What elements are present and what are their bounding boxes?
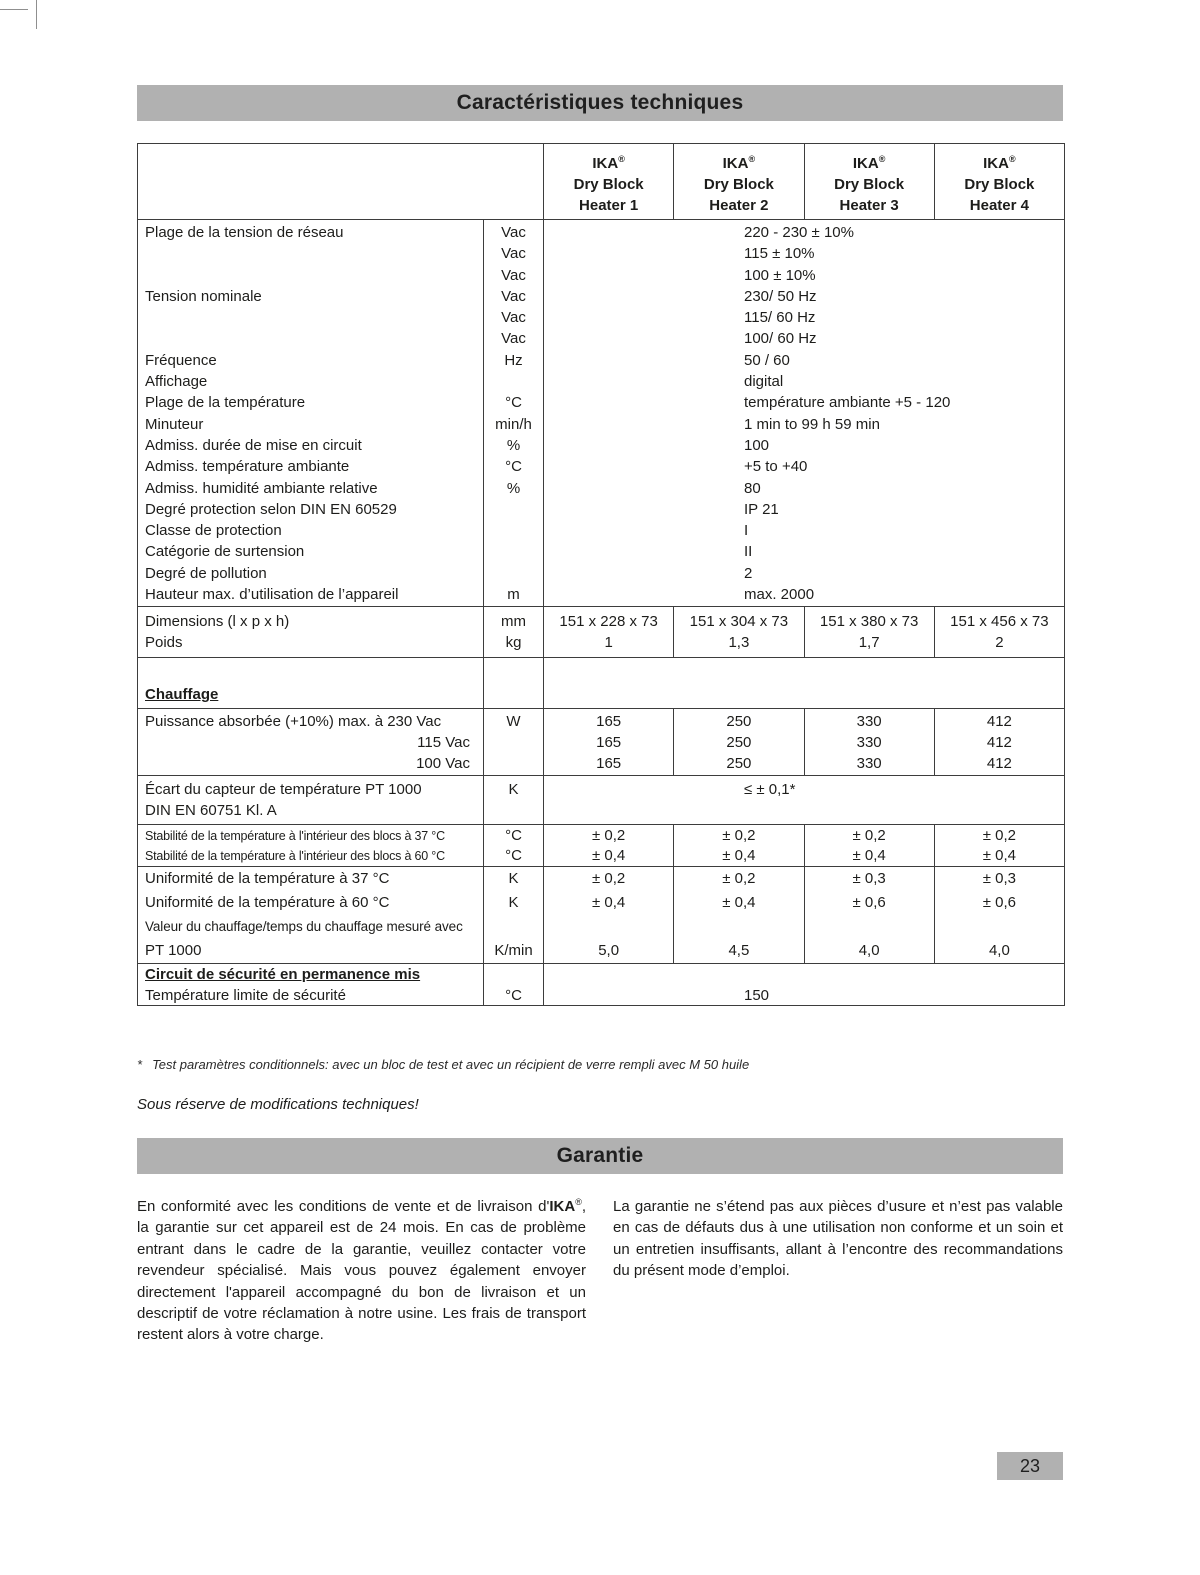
cell-value: ± 0,2 bbox=[591, 827, 626, 844]
spec-label: Classe de protection bbox=[145, 522, 282, 540]
section-title-caracteristiques bbox=[137, 85, 1063, 121]
cell-value: 4,5 bbox=[728, 942, 750, 959]
subsection-heading-line bbox=[145, 964, 483, 985]
spec-label: Minuteur bbox=[145, 415, 204, 433]
spec-label bbox=[145, 243, 483, 264]
section-title-text: Caractéristiques techniques bbox=[456, 91, 744, 114]
value-column-heater-2 bbox=[673, 607, 803, 657]
spec-label: Uniformité de la température à 37 °C bbox=[145, 870, 390, 887]
spec-unit: W bbox=[506, 713, 521, 730]
spec-values-column bbox=[544, 220, 1064, 606]
registered-mark: ® bbox=[748, 154, 756, 164]
brand-text: IKA bbox=[722, 155, 749, 172]
spec-value: II bbox=[744, 543, 753, 561]
spec-unit-empty bbox=[484, 964, 543, 985]
cell-value: 330 bbox=[856, 734, 882, 751]
product-name: Dry Block bbox=[964, 176, 1035, 193]
spec-label: Admiss. durée de mise en circuit bbox=[145, 436, 362, 454]
column-header-heater-3 bbox=[804, 144, 934, 219]
spec-label: Catégorie de surtension bbox=[145, 543, 305, 561]
footnote-marker: * bbox=[137, 1057, 143, 1072]
spec-units-column bbox=[484, 867, 544, 963]
section-title-text: Garantie bbox=[556, 1144, 644, 1167]
spec-labels-column bbox=[138, 776, 484, 824]
spec-value: I bbox=[744, 522, 749, 540]
cell-value bbox=[674, 915, 803, 939]
spec-unit bbox=[484, 541, 543, 562]
value-column-heater-1 bbox=[544, 607, 673, 657]
spec-label: Poids bbox=[145, 634, 183, 651]
spec-unit: K bbox=[508, 870, 519, 887]
spec-section-uniformite bbox=[138, 866, 1064, 963]
spec-section-stabilite bbox=[138, 824, 1064, 866]
cell-value: ± 0,2 bbox=[982, 827, 1016, 844]
spec-label: Tension nominale bbox=[145, 287, 262, 305]
spec-unit: K bbox=[508, 894, 519, 911]
spec-label bbox=[145, 307, 483, 328]
spec-labels-column bbox=[138, 867, 484, 963]
spec-unit bbox=[484, 520, 543, 541]
spec-label: Fréquence bbox=[145, 351, 217, 369]
column-header-heater-2 bbox=[673, 144, 803, 219]
cell-value: ± 0,3 bbox=[982, 870, 1016, 887]
cell-value: 165 bbox=[596, 713, 622, 730]
spec-section-ecart bbox=[138, 775, 1064, 824]
spec-label: Température limite de sécurité bbox=[145, 987, 346, 1004]
spec-unit: Vac bbox=[501, 266, 526, 284]
spec-unit: % bbox=[506, 479, 521, 497]
value-column-heater-3 bbox=[804, 709, 934, 775]
spec-value: digital bbox=[744, 373, 784, 391]
spec-label: Affichage bbox=[145, 373, 208, 391]
spec-value: 100 ± 10% bbox=[744, 266, 816, 284]
spec-value: max. 2000 bbox=[744, 586, 815, 604]
spec-label: Écart du capteur de température PT 1000 bbox=[145, 781, 422, 798]
cell-value: ± 0,4 bbox=[722, 847, 756, 864]
crop-mark-vertical bbox=[36, 0, 37, 29]
spec-unit: °C bbox=[505, 847, 522, 864]
cell-value: 151 x 456 x 73 bbox=[950, 613, 1049, 630]
spec-unit: Vac bbox=[501, 330, 526, 348]
cell-value bbox=[544, 915, 673, 939]
cell-value: 1,3 bbox=[728, 634, 750, 651]
spec-section-dimensions bbox=[138, 606, 1064, 657]
cell-value: 412 bbox=[986, 734, 1012, 751]
spec-labels-column bbox=[138, 607, 484, 657]
spec-value: 115 ± 10% bbox=[744, 245, 815, 263]
value-column-heater-1 bbox=[544, 709, 673, 775]
spec-value: +5 to +40 bbox=[744, 458, 808, 476]
cell-value: 165 bbox=[596, 734, 622, 751]
spec-unit bbox=[484, 563, 543, 584]
spec-unit: °C bbox=[505, 394, 522, 412]
cell-value: ± 0,4 bbox=[852, 847, 886, 864]
spec-label: Plage de la tension de réseau bbox=[145, 224, 344, 241]
spec-unit: % bbox=[506, 436, 521, 454]
value-column-heater-2 bbox=[673, 867, 803, 963]
spec-unit: K/min bbox=[494, 942, 533, 959]
spec-unit: °C bbox=[505, 458, 522, 476]
cell-value: ± 0,4 bbox=[982, 847, 1016, 864]
value-column-heater-2 bbox=[673, 709, 803, 775]
spec-label: Degré de pollution bbox=[145, 564, 267, 582]
spec-value: 2 bbox=[744, 564, 753, 582]
model-name: Heater 2 bbox=[709, 197, 769, 214]
spec-value: température ambiante +5 - 120 bbox=[744, 394, 951, 412]
model-name: Heater 1 bbox=[579, 197, 639, 214]
spec-label: 100 Vac bbox=[416, 755, 470, 772]
spec-labels-column bbox=[138, 709, 484, 775]
footnote bbox=[137, 1057, 1063, 1072]
spec-value: 80 bbox=[744, 479, 761, 497]
cell-value: 151 x 380 x 73 bbox=[819, 613, 919, 630]
subsection-heading: Circuit de sécurité en permanence mis bbox=[145, 966, 421, 983]
value-column-heater-4 bbox=[934, 607, 1064, 657]
spec-section-puissance bbox=[138, 708, 1064, 775]
cell-value: 4,0 bbox=[988, 942, 1010, 959]
table-header-row bbox=[138, 144, 1064, 219]
brand-text: IKA bbox=[549, 1198, 576, 1215]
spec-unit bbox=[484, 915, 543, 939]
spec-unit: Hz bbox=[504, 351, 523, 369]
page-number: 23 bbox=[997, 1452, 1063, 1480]
spec-unit: kg bbox=[505, 634, 522, 651]
spec-unit bbox=[484, 371, 543, 392]
spec-label bbox=[145, 265, 483, 286]
warranty-text: , la garantie sur cet appareil est de 24 mois. En cas de problème entrant dans le cadre de la garantie, veuillez contacter votre revendeur spécialisé. Mais vous pouvez également envoyer directement l'appareil accompagné du bon de livraison et un descriptif de votre réclamation à notre usine. Les frais de transport restent alors à votre charge. bbox=[137, 1198, 586, 1344]
cell-value: 250 bbox=[726, 734, 752, 751]
subsection-heading: Chauffage bbox=[145, 686, 219, 703]
warranty-right-paragraph: La garantie ne s’étend pas aux pièces d’usure et n’est pas valable en cas de défauts dus à une utilisation non conforme et un soin et un entretien insuffisants, allant à l’encontre des recommandations du présent mode d’emploi. bbox=[613, 1198, 1063, 1280]
cell-value: ± 0,4 bbox=[591, 847, 626, 864]
cell-value: ± 0,6 bbox=[852, 894, 886, 911]
spec-label: Admiss. température ambiante bbox=[145, 458, 350, 476]
value-column-heater-3 bbox=[804, 867, 934, 963]
spec-unit: m bbox=[507, 586, 520, 604]
cell-value bbox=[805, 915, 934, 939]
cell-value: 330 bbox=[856, 713, 882, 730]
spec-labels-column bbox=[138, 220, 484, 606]
warranty-left-paragraph bbox=[137, 1196, 586, 1346]
registered-mark: ® bbox=[1008, 154, 1016, 164]
registered-mark: ® bbox=[575, 1197, 582, 1207]
spec-label: Dimensions (l x p x h) bbox=[145, 613, 290, 630]
spec-table bbox=[137, 143, 1065, 1006]
spec-value: 220 - 230 ± 10% bbox=[744, 224, 854, 241]
column-header-heater-4 bbox=[934, 144, 1064, 219]
brand-name bbox=[544, 153, 673, 174]
spec-label: Admiss. humidité ambiante relative bbox=[145, 479, 378, 497]
spec-units-column bbox=[484, 607, 544, 657]
section-title-garantie bbox=[137, 1138, 1063, 1174]
spec-labels-column bbox=[138, 964, 484, 1005]
spec-label: Plage de la température bbox=[145, 394, 306, 412]
spec-value: 100/ 60 Hz bbox=[744, 330, 817, 348]
spec-label: 115 Vac bbox=[417, 734, 470, 751]
spec-value: 115/ 60 Hz bbox=[744, 309, 816, 327]
cell-value: 2 bbox=[995, 634, 1004, 651]
spec-unit: °C bbox=[505, 987, 522, 1004]
value-column-heater-3 bbox=[804, 825, 934, 866]
spec-label: PT 1000 bbox=[145, 942, 202, 959]
product-name: Dry Block bbox=[703, 176, 774, 193]
spec-unit: min/h bbox=[495, 415, 532, 433]
spec-units-column bbox=[484, 709, 544, 775]
model-name: Heater 3 bbox=[839, 197, 899, 214]
spec-labels-column bbox=[138, 825, 484, 866]
spec-units-column bbox=[484, 658, 544, 708]
spec-label: Hauteur max. d’utilisation de l’appareil bbox=[145, 586, 399, 604]
footnote-text: Test paramètres conditionnels: avec un bloc de test et avec un récipient de verre rempli avec M 50 huile bbox=[152, 1057, 750, 1072]
spec-label: Stabilité de la température à l'intérieur des blocs à 37 °C bbox=[145, 829, 445, 843]
spec-units-column bbox=[484, 776, 544, 824]
spec-unit: mm bbox=[501, 613, 526, 630]
cell-value: ± 0,2 bbox=[722, 827, 756, 844]
spec-value: 100 bbox=[744, 436, 770, 454]
spec-label bbox=[145, 328, 483, 349]
column-header-heater-1 bbox=[544, 144, 673, 219]
brand-text: IKA bbox=[983, 155, 1009, 172]
spec-value: 1 min to 99 h 59 min bbox=[744, 415, 880, 433]
value-column-heater-4 bbox=[934, 825, 1064, 866]
spec-unit: Vac bbox=[501, 224, 526, 241]
brand-text: IKA bbox=[852, 155, 879, 172]
spec-unit: K bbox=[508, 781, 519, 798]
spec-unit: Vac bbox=[501, 287, 526, 305]
value-column-heater-1 bbox=[544, 825, 673, 866]
cell-value: 250 bbox=[726, 713, 752, 730]
spec-unit bbox=[484, 499, 543, 520]
product-name: Dry Block bbox=[573, 176, 644, 193]
brand-name bbox=[935, 153, 1064, 174]
cell-value: ± 0,2 bbox=[722, 870, 756, 887]
value-column-heater-2 bbox=[673, 825, 803, 866]
spec-label: Uniformité de la température à 60 °C bbox=[145, 894, 390, 911]
spec-section-general bbox=[138, 219, 1064, 606]
value-column-heater-4 bbox=[934, 709, 1064, 775]
cell-value: 4,0 bbox=[858, 942, 880, 959]
cell-value: ± 0,4 bbox=[591, 894, 626, 911]
cell-value bbox=[935, 915, 1064, 939]
cell-value: 412 bbox=[986, 755, 1012, 772]
spec-value-empty bbox=[744, 964, 1064, 985]
cell-value: 250 bbox=[726, 755, 752, 772]
header-empty-cell bbox=[138, 144, 544, 219]
brand-text: IKA bbox=[592, 155, 619, 172]
spec-value: 230/ 50 Hz bbox=[744, 287, 817, 305]
product-name: Dry Block bbox=[834, 176, 905, 193]
cell-value: ± 0,2 bbox=[852, 827, 886, 844]
spec-section-securite bbox=[138, 963, 1064, 1005]
spec-label: Valeur du chauffage/temps du chauffage mesuré avec bbox=[145, 919, 463, 934]
spec-section-chauffage-header bbox=[138, 657, 1064, 708]
spec-unit: °C bbox=[505, 827, 522, 844]
spec-value: 150 bbox=[744, 987, 770, 1004]
cell-value: 151 x 228 x 73 bbox=[559, 613, 658, 630]
brand-name bbox=[674, 153, 803, 174]
spec-value: ≤ ± 0,1* bbox=[744, 781, 796, 798]
spec-unit: Vac bbox=[501, 309, 526, 327]
cell-value: 412 bbox=[986, 713, 1012, 730]
crop-mark-horizontal bbox=[0, 9, 28, 10]
warranty-section bbox=[137, 1196, 1063, 1346]
cell-value: ± 0,4 bbox=[722, 894, 756, 911]
cell-value: ± 0,6 bbox=[982, 894, 1016, 911]
cell-value: 1,7 bbox=[858, 634, 880, 651]
spec-value: 50 / 60 bbox=[744, 351, 790, 369]
registered-mark: ® bbox=[618, 154, 625, 164]
cell-value: ± 0,3 bbox=[852, 870, 886, 887]
spec-values-column bbox=[544, 964, 1064, 1005]
spec-unit: Vac bbox=[501, 245, 526, 263]
spec-label: Stabilité de la température à l'intérieur des blocs à 60 °C bbox=[145, 849, 445, 863]
modifications-note: Sous réserve de modifications techniques! bbox=[137, 1096, 419, 1113]
value-column-heater-3 bbox=[804, 607, 934, 657]
empty-cell bbox=[544, 658, 1064, 708]
model-name: Heater 4 bbox=[969, 197, 1029, 214]
warranty-text: En conformité avec les conditions de vente et de livraison d' bbox=[137, 1198, 550, 1215]
brand-name bbox=[805, 153, 934, 174]
cell-value: 330 bbox=[856, 755, 882, 772]
cell-value: 1 bbox=[604, 634, 613, 651]
spec-label: DIN EN 60751 Kl. A bbox=[145, 802, 277, 819]
cell-value: 165 bbox=[596, 755, 622, 772]
spec-values-column bbox=[544, 776, 1064, 824]
cell-value: ± 0,2 bbox=[591, 870, 626, 887]
spec-label: Degré protection selon DIN EN 60529 bbox=[145, 500, 397, 518]
cell-value: 5,0 bbox=[598, 942, 620, 959]
spec-units-column bbox=[484, 220, 544, 606]
cell-value: 151 x 304 x 73 bbox=[689, 613, 789, 630]
value-column-heater-4 bbox=[934, 867, 1064, 963]
spec-label: Puissance absorbée (+10%) max. à 230 Vac bbox=[145, 713, 442, 730]
spec-units-column bbox=[484, 964, 544, 1005]
subsection-heading-cell bbox=[138, 658, 484, 708]
value-column-heater-1 bbox=[544, 867, 673, 963]
registered-mark: ® bbox=[878, 154, 886, 164]
spec-value: IP 21 bbox=[744, 500, 779, 518]
spec-units-column bbox=[484, 825, 544, 866]
